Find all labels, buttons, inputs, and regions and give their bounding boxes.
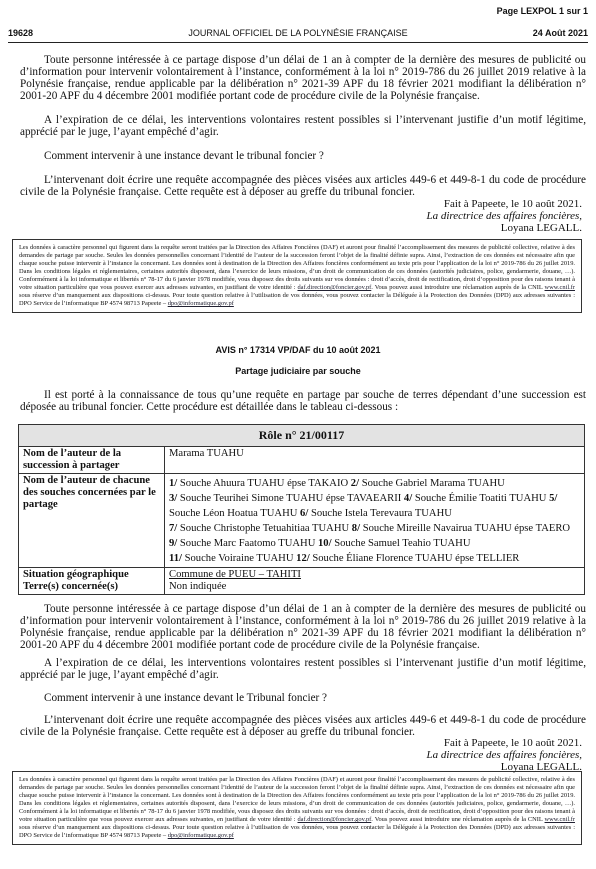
signature-date: Fait à Papeete, le 10 août 2021. xyxy=(443,737,582,749)
issue-date: 24 Août 2021 xyxy=(532,28,588,38)
paragraph-expiration-2: A l’expiration de ce délai, les interventions volontaires restent possibles si l’intervenant justifie d’un motif légitime, apprécié par le juge, l’ayant empêché d’agir. xyxy=(20,657,586,681)
souche-num: 9/ xyxy=(169,538,178,549)
section2-para4-block xyxy=(20,714,586,738)
section2-para1-block xyxy=(20,603,586,651)
paragraph-question: Comment intervenir à une instance devant le tribunal foncier ? xyxy=(44,150,324,162)
role-table xyxy=(18,424,585,595)
souche-name: Souche Christophe Tetuahitiaa TUAHU xyxy=(179,523,350,534)
avis-intro-block xyxy=(20,389,586,413)
notice-text: . Vous pouvez aussi introduire une réclamation auprès de la CNIL xyxy=(371,284,543,291)
paragraph-delai: Toute personne intéressée à ce partage dispose d’un délai de 1 an à compter de la dernière des mesures de publicité ou d’information pour intervenir volontairement à l’instance, conformément à la loi n° 2019-786 du 26 juillet 2019 relative à la Polynésie française, rendue applicable par la délibération n° 2021-39 APF du 18 février 2021 modifiant la délibération n° 2001-20 APF du 4 décembre 2001 modifiée portant code de procédure civile de la Polynésie française. xyxy=(20,54,586,102)
souche-num: 11/ xyxy=(169,553,182,564)
avis-subtitle: Partage judiciaire par souche xyxy=(235,366,361,376)
commune: Commune de PUEU – TAHITI xyxy=(169,569,301,580)
souche-name: Souche Voiraine TUAHU xyxy=(184,553,294,564)
label-souches: Nom de l’auteur de chacune des souches concernées par le partage xyxy=(19,474,165,568)
souche-num: 7/ xyxy=(169,523,178,534)
paragraph-requete-2: L’intervenant doit écrire une requête accompagnée des pièces visées aux articles 449-6 et 449-8-1 du code de procédure civile de la Polynésie française. Cette requête est à déposer au greffe du tribunal foncier. xyxy=(20,714,586,738)
data-protection-notice-1 xyxy=(12,239,582,313)
role-table-wrapper xyxy=(18,424,585,595)
section1-para3-block xyxy=(20,150,586,162)
souche-name: Souche Gabriel Marama TUAHU xyxy=(361,478,505,489)
terres: Non indiquée xyxy=(169,581,227,592)
cnil-link[interactable]: www.cnil.fr xyxy=(544,284,575,291)
section2-para2-block xyxy=(20,657,586,681)
souche-name: Souche Teurihei Simone TUAHU épse TAVAEARII xyxy=(179,493,402,504)
souche-num: 2/ xyxy=(350,478,360,489)
souche-name: Souche Marc Faatomo TUAHU xyxy=(179,538,316,549)
table-row xyxy=(19,474,585,568)
table-row xyxy=(19,568,585,595)
notice-text: Les données à caractère personnel qui figurent dans la requête seront traitées par la Direction des Affaires Foncières (DAF) et auront pour finalité l’accomplissement des mesures de publicité collective, relative à des demandes de partage par souche. Seules les données personnelles concernant l’identité de l’auteur de la succession feront l’objet de la finalité définie supra. Ainsi, l’extraction de ces données est nécessaire afin que chaque souche puisse intervenir à l’instance la concernant. Les données sont à destination de la Direction des Affaires foncières conformément au texte pris pour l’application de la loi n° 2019-786 du 26 juillet 2019. Dans les conditions légales et réglementaires, certaines autorités disposent, dans l’exercice de leurs missions, d’un droit de communication de ces données (autorités judiciaires, police, gendarmerie, douane, …). Conformément à la loi informatique et libertés n° 78-17 du 6 janvier 1978 modifiée, vous disposez des droits suivants sur vos données : droit d’accès, droit de rectification, droit d’opposition pour des raisons tenant à votre situation particulière que vous pouvez exercer aux adresses suivantes, en justifiant de votre identité : xyxy=(19,776,575,823)
data-protection-notice-2 xyxy=(12,771,582,845)
souche-num: 6/ xyxy=(300,508,309,519)
souche-num: 4/ xyxy=(403,493,413,504)
value-auteur: Marama TUAHU xyxy=(165,447,585,474)
notice-text: Les données à caractère personnel qui figurent dans la requête seront traitées par la Direction des Affaires Foncières (DAF) et auront pour finalité l’accomplissement des mesures de publicité collective, relative à des demandes de partage par souche. Seules les données personnelles concernant l’identité de l’auteur de la succession feront l’objet de la finalité définie supra. Ainsi, l’extraction de ces données est nécessaire afin que chaque souche puisse intervenir à l’instance la concernant. Les données sont à destination de la Direction des Affaires foncières conformément au texte pris pour l’application de la loi n° 2019-786 du 26 juillet 2019. Dans les conditions légales et réglementaires, certaines autorités disposent, dans l’exercice de leurs missions, d’un droit de communication de ces données (autorités judiciaires, police, gendarmerie, douane, …). Conformément à la loi informatique et libertés n° 78-17 du 6 janvier 1978 modifiée, vous disposez des droits suivants sur vos données : droit d’accès, droit de rectification, droit d’opposition pour des raisons tenant à votre situation particulière que vous pouvez exercer aux adresses suivantes, en justifiant de votre identité : xyxy=(19,244,575,291)
paragraph-question-2: Comment intervenir à une instance devant le Tribunal foncier ? xyxy=(44,692,328,704)
souche-name: Souche Émilie Toatiti TUAHU xyxy=(414,493,547,504)
signature-block-1 xyxy=(427,198,583,234)
page-number: 19628 xyxy=(8,28,34,38)
journal-title: JOURNAL OFFICIEL DE LA POLYNÉSIE FRANÇAISE xyxy=(188,28,408,38)
souche-name: Souche Samuel Teahio TUAHU xyxy=(334,538,471,549)
paragraph-requete: L’intervenant doit écrire une requête accompagnée des pièces visées aux articles 449-6 et 449-8-1 du code de procédure civile de la Polynésie française. Cette requête est à déposer au greffe du tribunal foncier. xyxy=(20,174,586,198)
paragraph-expiration: A l’expiration de ce délai, les interventions volontaires restent possibles si l’intervenant justifie d’un motif légitime, apprécié par le juge, l’ayant empêché d’agir. xyxy=(20,114,586,138)
souche-name: Souche Éliane Florence TUAHU épse TELLIER xyxy=(312,553,520,564)
signature-name: Loyana LEGALL. xyxy=(500,222,582,234)
souche-name: Souche Mireille Navairua TUAHU épse TAERO xyxy=(362,523,571,534)
souche-num: 8/ xyxy=(351,523,361,534)
souche-num: 5/ xyxy=(549,493,558,504)
notice-text: . Vous pouvez aussi introduire une réclamation auprès de la CNIL xyxy=(371,816,543,823)
souche-name: Souche Ahuura TUAHU épse TAKAIO xyxy=(179,478,349,489)
journal-header xyxy=(8,28,588,43)
avis-title: AVIS n° 17314 VP/DAF du 10 août 2021 xyxy=(215,345,381,355)
label-auteur: Nom de l’auteur de la succession à partager xyxy=(19,447,165,474)
section1-para2-block xyxy=(20,114,586,138)
paragraph-delai-2: Toute personne intéressée à ce partage dispose d’un délai de 1 an à compter de la dernière des mesures de publicité ou d’information pour intervenir volontairement à l’instance, conformément à la loi n° 2019-786 du 26 juillet 2019 relative à la Polynésie française, rendue applicable par la délibération n° 2021-39 APF du 18 février 2021 modifiant la délibération n° 2001-20 APF du 4 décembre 2001 modifiée portant code de procédure civile de la Polynésie française. xyxy=(20,603,586,651)
souche-num: 3/ xyxy=(169,493,178,504)
notice-text: sous réserve d’un manquement aux dispositions ci-dessus. Pour toute question relative à l’utilisation de vos données, vous pouvez contacter la Déléguée à la Protection des Données (DPD) aux adresses suivantes : DPO Service de l’informatique BP 4574 98713 Papeete – xyxy=(19,292,575,307)
signature-title: La directrice des affaires foncières, xyxy=(426,749,582,761)
souche-name: Souche Léon Hoatua TUAHU xyxy=(169,508,298,519)
role-number: Rôle n° 21/00117 xyxy=(19,425,585,447)
notice-text: sous réserve d’un manquement aux dispositions ci-dessus. Pour toute question relative à l’utilisation de vos données, vous pouvez contacter la Déléguée à la Protection des Données (DPD) aux adresses suivantes : DPO Service de l’informatique BP 4574 98713 Papeete – xyxy=(19,824,575,839)
signature-name: Loyana LEGALL. xyxy=(500,761,582,773)
section1-para1-block xyxy=(20,54,586,102)
souche-name: Souche Istela Terevaura TUAHU xyxy=(310,508,452,519)
label-situation: Situation géographique Terre(s) concernée(s) xyxy=(19,568,165,595)
daf-email-link[interactable]: daf.direction@foncier.gov.pf xyxy=(297,816,372,823)
daf-email-link[interactable]: daf.direction@foncier.gov.pf xyxy=(297,284,372,291)
section1-para4-block xyxy=(20,174,586,198)
souche-num: 1/ xyxy=(169,478,178,489)
situation-values xyxy=(165,568,585,595)
dpo-email-link[interactable]: dpo@informatique.gov.pf xyxy=(167,300,234,307)
page-label: Page LEXPOL 1 sur 1 xyxy=(496,6,588,16)
avis-intro: Il est porté à la connaissance de tous qu’une requête en partage par souche de terres dépendant d’une succession est déposée au tribunal foncier. Cette procédure est détaillée dans le tableau ci-dessous : xyxy=(20,389,586,413)
souche-num: 12/ xyxy=(296,553,310,564)
signature-block-2 xyxy=(427,737,583,773)
souches-list xyxy=(165,474,585,568)
signature-date: Fait à Papeete, le 10 août 2021. xyxy=(443,198,582,210)
souche-num: 10/ xyxy=(318,538,332,549)
table-row xyxy=(19,447,585,474)
section2-para3-block xyxy=(20,692,586,704)
signature-title: La directrice des affaires foncières, xyxy=(426,210,582,222)
cnil-link[interactable]: www.cnil.fr xyxy=(544,816,575,823)
dpo-email-link[interactable]: dpo@informatique.gov.pf xyxy=(167,832,234,839)
